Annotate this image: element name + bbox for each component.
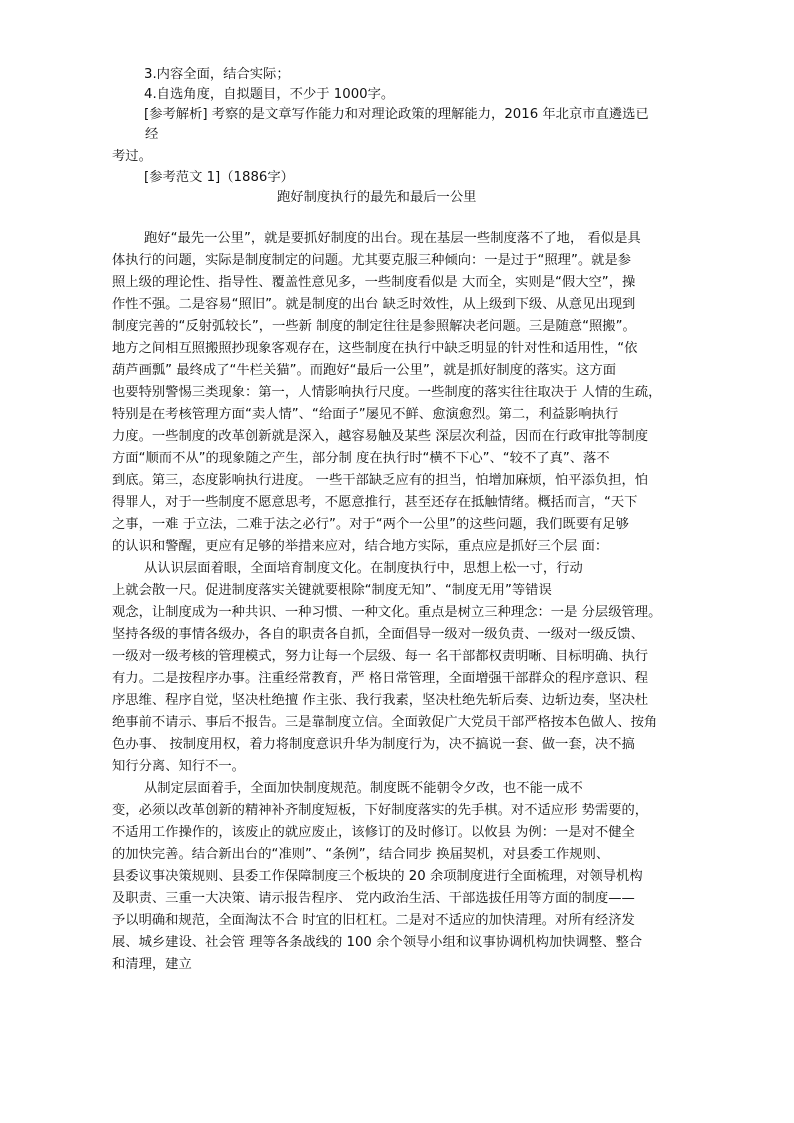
paragraph-line: 照上级的理论性、指导性、覆盖性意见多，一些制度看似是 大而全，实则是“假大空”，操 (112, 275, 636, 290)
paragraph-line: 不适用工作操作的，该废止的就应废止，该修订的及时修订。以攸县 为例：一是对不健全 (112, 825, 635, 840)
paragraph-line: 序思维、程序自觉，坚决杜绝擅 作主张、我行我素，坚决杜绝先斩后奏、边斩边奏，坚决杜 (112, 693, 649, 708)
analysis-line-end: 考过。 (112, 149, 152, 164)
paragraph-line: 和清理，建立 (112, 957, 192, 972)
paragraph-line: 色办事、 按制度用权，着力将制度意识升华为制度行为，决不搞说一套、做一套，决不搞 (112, 737, 635, 752)
paragraph-line: 的加快完善。结合新出台的“准则”、“条例”，结合同步 换届契机，对县委工作规则、 (112, 847, 610, 862)
paragraph-line: 也要特别警惕三类现象：第一，人情影响执行尺度。一些制度的落实往往取决于 人情的生疏， (112, 385, 662, 400)
paragraph-line: 之事，一难 于立法，二难于法之必行”。对于“两个一公里”的这些问题，我们既要有足够 (112, 517, 629, 532)
paragraph-line: 制度完善的“反射弧较长”，一些新 制度的制定往往是参照解决老问题。三是随意“照搬”。 (112, 319, 636, 334)
paragraph-line: 方面“顺而不从”的现象随之产生，部分制 度在执行时“横不下心”、“较不了真”、落不 (112, 451, 610, 466)
paragraph-line: 特别是在考核管理方面“卖人情”、“给面子”屡见不鲜、愈演愈烈。第二，利益影响执行 (112, 407, 619, 422)
paragraph-line: 有力。二是按程序办事。注重经常教育，严 格日常管理，全面增强干部群众的程序意识、程 (112, 671, 649, 686)
paragraph-line: 绝事前不请示、事后不报告。三是靠制度立信。全面敦促广大党员干部严格按本色做人、按角 (112, 715, 658, 730)
sample-label: [参考范文 1]（1886字） (144, 170, 294, 185)
paragraph-line: 葫芦画瓢” 最终成了“牛栏关猫”。而跑好“最后一公里”，就是抓好制度的落实。这方面 (112, 363, 617, 378)
paragraph-line: 的认识和警醒，更应有足够的举措来应对，结合地方实际，重点应是抓好三个层 面： (112, 539, 609, 554)
paragraph-line: 知行分离、知行不一。 (112, 759, 245, 774)
analysis-line-wrap: 经 (145, 127, 159, 142)
paragraph-line: 到底。第三，态度影响执行进度。 一些干部缺乏应有的担当，怕增加麻烦，怕平添负担，怕 (112, 473, 649, 488)
paragraph-line: 体执行的问题，实际是制度制定的问题。尤其要克服三种倾向：一是过于“照理”。就是参 (112, 253, 632, 268)
paragraph-line: 地方之间相互照搬照抄现象客观存在，这些制度在执行中缺乏明显的针对性和适用性，“依 (112, 341, 638, 356)
paragraph-line: 一级对一级考核的管理模式，努力让每一个层级、每一 名干部都权责明晰、目标明确、执行 (112, 649, 649, 664)
paragraph-line: 及职责、三重一大决策、请示报告程序、 党内政治生活、干部选拔任用等方面的制度—— (112, 891, 635, 906)
paragraph-line: 跑好“最先一公里”，就是要抓好制度的出台。现在基层一些制度落不了地， 看似是具 (144, 231, 641, 246)
paragraph-line: 得罪人，对于一些制度不愿意思考，不愿意推行，甚至还存在抵触情绪。概括而言，“天下 (112, 495, 638, 510)
paragraph-line: 坚持各级的事情各级办，各自的职责各自抓，全面倡导一级对一级负责、一级对一级反馈、 (112, 627, 644, 642)
paragraph-line: 变，必须以改革创新的精神补齐制度短板，下好制度落实的先手棋。对不适应形 势需要的， (112, 803, 649, 818)
essay-title: 跑好制度执行的最先和最后一公里 (277, 190, 477, 205)
requirement-3: 3.内容全面，结合实际； (144, 67, 290, 82)
paragraph-line: 力度。一些制度的改革创新就是深入，越容易触及某些 深层次利益，因而在行政审批等制度 (112, 429, 649, 444)
paragraph-line: 县委议事决策规则、县委工作保障制度三个板块的 20 余项制度进行全面梳理，对领导机构 (112, 869, 643, 884)
analysis-line: [参考解析] 考察的是文章写作能力和对理论政策的理解能力，2016 年北京市直遴选已 (144, 107, 649, 122)
paragraph-line: 展、城乡建设、社会管 理等各条战线的 100 余个领导小组和议事协调机构加快调整、整合 (112, 935, 643, 950)
paragraph-line: 从认识层面着眼，全面培育制度文化。在制度执行中，思想上松一寸，行动 (144, 561, 583, 576)
requirement-4: 4.自选角度，自拟题目，不少于 1000字。 (144, 87, 395, 102)
paragraph-line: 观念，让制度成为一种共识、一种习惯、一种文化。重点是树立三种理念：一是 分层级管理。 (112, 605, 662, 620)
paragraph-line: 予以明确和规范，全面淘汰不合 时宜的旧杠杠。二是对不适应的加快清理。对所有经济发 (112, 913, 635, 928)
paragraph-line: 上就会散一尺。促进制度落实关键就要根除“制度无知”、“制度无用”等错误 (112, 583, 552, 598)
paragraph-line: 从制定层面着手，全面加快制度规范。制度既不能朝令夕改，也不能一成不 (144, 781, 583, 796)
paragraph-line: 作性不强。二是容易“照旧”。就是制度的出台 缺乏时效性，从上级到下级、从意见出现到 (112, 297, 636, 312)
